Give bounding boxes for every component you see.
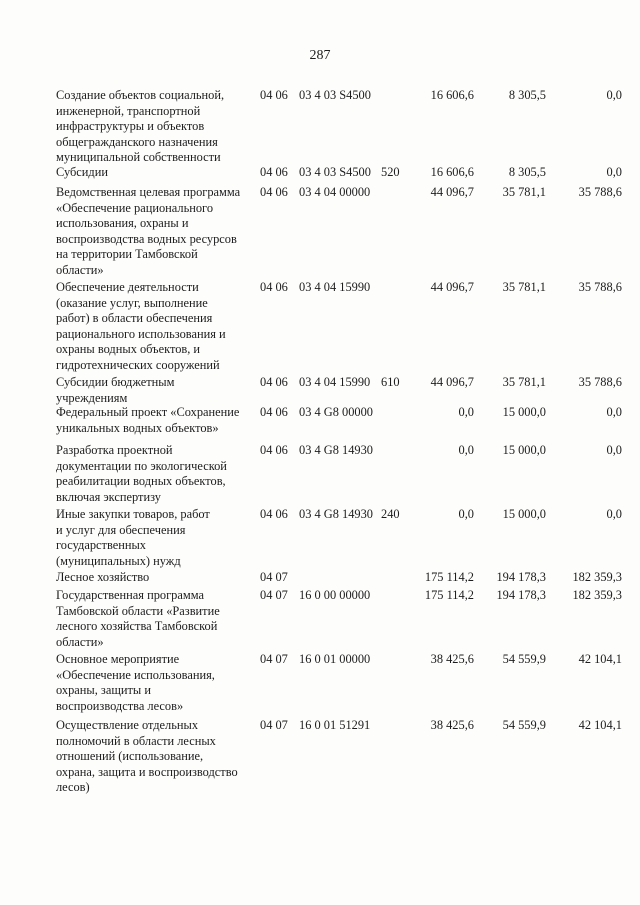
row-name-line: области»: [56, 262, 104, 277]
expense-type-code: 610: [381, 375, 400, 389]
row-name-line: уникальных водных объектов»: [56, 420, 219, 435]
row-name-line: охраны водных объектов, и: [56, 342, 201, 357]
row-name-line: общегражданского назначения: [56, 134, 218, 149]
amount-year-2: 15 000,0: [502, 405, 546, 419]
row-name-line: гидротехнических сооружений: [56, 357, 220, 372]
target-article-code: 03 4 04 00000: [299, 185, 371, 199]
row-name: [56, 375, 256, 406]
row-name-line: Лесное хозяйство: [56, 570, 150, 584]
amount-year-2: 35 781,1: [502, 185, 546, 199]
section-code: 04 07: [260, 652, 288, 666]
amount-year-3: 0,0: [606, 443, 622, 457]
section-code: 04 06: [260, 443, 288, 457]
section-code: 04 07: [260, 570, 288, 584]
amount-year-1: 0,0: [458, 507, 474, 521]
target-article-code: 03 4 04 15990: [299, 375, 371, 389]
expense-type-code: 240: [381, 507, 400, 521]
row-name-line: государственных: [56, 538, 147, 553]
row-name-line: Основное мероприятие: [56, 652, 180, 666]
row-name: [56, 570, 256, 586]
amount-year-3: 35 788,6: [578, 375, 622, 389]
target-article-code: 03 4 G8 00000: [299, 405, 373, 419]
row-name: [56, 507, 256, 569]
target-article-code: 16 0 00 00000: [299, 588, 371, 602]
row-name-line: «Обеспечение рационального: [56, 200, 214, 215]
row-name: [56, 280, 256, 374]
section-code: 04 06: [260, 375, 288, 389]
amount-year-2: 194 178,3: [496, 588, 546, 602]
row-name-line: лесного хозяйства Тамбовской: [56, 619, 218, 634]
row-name: [56, 165, 256, 181]
section-code: 04 06: [260, 185, 288, 199]
amount-year-2: 54 559,9: [502, 718, 546, 732]
amount-year-1: 16 606,6: [430, 165, 474, 179]
row-name-line: Разработка проектной: [56, 443, 173, 457]
amount-year-2: 8 305,5: [508, 165, 546, 179]
row-name-line: воспроизводства лесов»: [56, 698, 184, 713]
amount-year-3: 0,0: [606, 507, 622, 521]
target-article-code: 16 0 01 00000: [299, 652, 371, 666]
amount-year-2: 35 781,1: [502, 280, 546, 294]
target-article-code: 03 4 G8 14930: [299, 443, 373, 457]
section-code: 04 07: [260, 588, 288, 602]
amount-year-1: 175 114,2: [424, 570, 474, 584]
page-number: 287: [309, 48, 331, 63]
target-article-code: 03 4 04 15990: [299, 280, 371, 294]
row-name-line: воспроизводства водных ресурсов: [56, 231, 237, 246]
amount-year-1: 175 114,2: [424, 588, 474, 602]
row-name: [56, 405, 256, 436]
row-name-line: учреждениям: [56, 390, 128, 405]
amount-year-3: 42 104,1: [578, 652, 622, 666]
amount-year-3: 0,0: [606, 405, 622, 419]
target-article-code: 03 4 03 S4500: [299, 88, 371, 102]
section-code: 04 06: [260, 165, 288, 179]
amount-year-1: 0,0: [458, 405, 474, 419]
amount-year-1: 44 096,7: [430, 280, 474, 294]
amount-year-3: 182 359,3: [572, 570, 622, 584]
amount-year-3: 0,0: [606, 88, 622, 102]
amount-year-2: 15 000,0: [502, 443, 546, 457]
section-code: 04 06: [260, 280, 288, 294]
row-name-line: использования, охраны и: [56, 216, 189, 231]
amount-year-3: 42 104,1: [578, 718, 622, 732]
row-name-line: (оказание услуг, выполнение: [56, 295, 208, 310]
amount-year-1: 38 425,6: [430, 652, 474, 666]
row-name-line: и услуг для обеспечения: [56, 522, 186, 537]
row-name-line: муниципальной собственности: [56, 150, 221, 165]
amount-year-1: 0,0: [458, 443, 474, 457]
section-code: 04 07: [260, 718, 288, 732]
amount-year-1: 16 606,6: [430, 88, 474, 102]
amount-year-2: 15 000,0: [502, 507, 546, 521]
row-name-line: области»: [56, 634, 104, 649]
amount-year-3: 0,0: [606, 165, 622, 179]
row-name-line: отношений (использование,: [56, 749, 204, 764]
row-name-line: охрана, защита и воспроизводство: [56, 764, 238, 779]
row-name-line: полномочий в области лесных: [56, 733, 216, 748]
row-name-line: Иные закупки товаров, работ: [56, 507, 210, 521]
row-name-line: Осуществление отдельных: [56, 718, 199, 732]
row-name-line: включая экспертизу: [56, 489, 161, 504]
expense-type-code: 520: [381, 165, 400, 179]
target-article-code: 03 4 G8 14930: [299, 507, 373, 521]
amount-year-1: 44 096,7: [430, 185, 474, 199]
row-name-line: Создание объектов социальной,: [56, 88, 225, 102]
row-name-line: инженерной, транспортной: [56, 103, 201, 118]
row-name: [56, 718, 256, 796]
row-name-line: охраны, защиты и: [56, 683, 151, 698]
row-name-line: документации по экологической: [56, 458, 227, 473]
row-name: [56, 588, 256, 650]
row-name-line: Обеспечение деятельности: [56, 280, 199, 294]
row-name-line: Федеральный проект «Сохранение: [56, 405, 240, 419]
row-name-line: Тамбовской области «Развитие: [56, 603, 220, 618]
section-code: 04 06: [260, 507, 288, 521]
row-name-line: рационального использования и: [56, 326, 226, 341]
row-name-line: работ) в области обеспечения: [56, 311, 213, 326]
amount-year-3: 182 359,3: [572, 588, 622, 602]
amount-year-1: 38 425,6: [430, 718, 474, 732]
target-article-code: 03 4 03 S4500: [299, 165, 371, 179]
row-name: [56, 652, 256, 714]
row-name-line: инфраструктуры и объектов: [56, 119, 205, 134]
row-name-line: (муниципальных) нужд: [56, 553, 181, 568]
amount-year-2: 194 178,3: [496, 570, 546, 584]
row-name-line: Государственная программа: [56, 588, 204, 602]
amount-year-3: 35 788,6: [578, 185, 622, 199]
section-code: 04 06: [260, 405, 288, 419]
target-article-code: 16 0 01 51291: [299, 718, 371, 732]
row-name-line: на территории Тамбовской: [56, 247, 198, 262]
section-code: 04 06: [260, 88, 288, 102]
row-name-line: Субсидии: [56, 165, 108, 179]
amount-year-2: 35 781,1: [502, 375, 546, 389]
row-name-line: лесов): [56, 780, 90, 795]
row-name: [56, 185, 256, 279]
amount-year-2: 54 559,9: [502, 652, 546, 666]
row-name: [56, 88, 256, 166]
row-name-line: Ведомственная целевая программа: [56, 185, 241, 199]
row-name: [56, 443, 256, 505]
row-name-line: Субсидии бюджетным: [56, 375, 175, 389]
amount-year-2: 8 305,5: [508, 88, 546, 102]
row-name-line: реабилитации водных объектов,: [56, 474, 226, 489]
row-name-line: «Обеспечение использования,: [56, 667, 215, 682]
amount-year-3: 35 788,6: [578, 280, 622, 294]
amount-year-1: 44 096,7: [430, 375, 474, 389]
